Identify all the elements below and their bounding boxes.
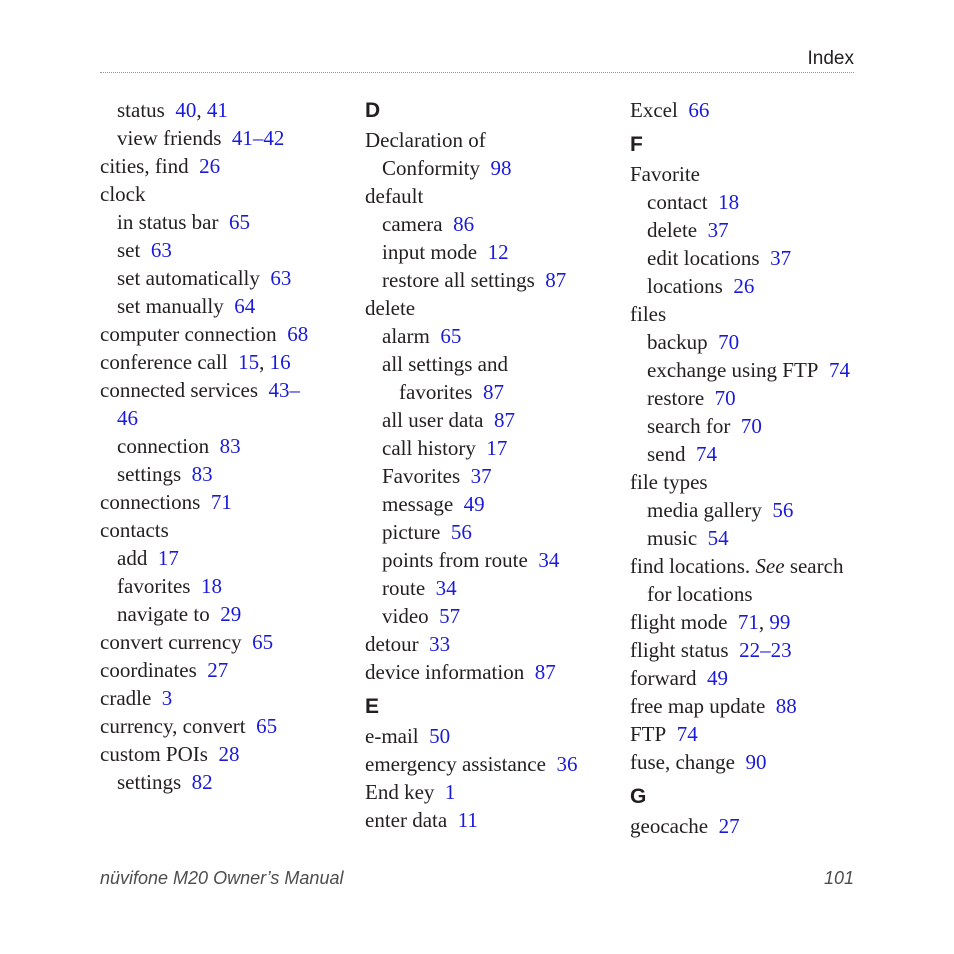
index-subentry (365, 574, 615, 602)
index-entry (100, 656, 350, 684)
entry-term: camera (382, 212, 443, 236)
entry-term: connected services (100, 378, 259, 402)
index-subentry (365, 210, 615, 238)
entry-term: file types (630, 470, 708, 494)
page-link[interactable]: 37 (707, 218, 729, 242)
index-entry (100, 376, 350, 404)
entry-term: geocache (630, 814, 709, 838)
entry-term: cities, find (100, 154, 189, 178)
index-subentry (630, 328, 880, 356)
entry-term: restore (647, 386, 705, 410)
page-link[interactable]: 70 (714, 386, 736, 410)
entry-term: edit locations (647, 246, 760, 270)
index-entry (630, 664, 880, 692)
index-subentry (365, 322, 615, 350)
page-link[interactable]: 64 (234, 294, 256, 318)
index-subentry (365, 378, 615, 406)
entry-term: view friends (117, 126, 222, 150)
entry-term: navigate to (117, 602, 210, 626)
page-link[interactable]: 87 (493, 408, 515, 432)
page-link[interactable]: 82 (191, 770, 213, 794)
entry-term: favorites (399, 380, 473, 404)
entry-term: status (117, 98, 165, 122)
index-subentry (630, 496, 880, 524)
page-link[interactable]: 87 (534, 660, 556, 684)
index-subentry (100, 124, 350, 152)
page-link[interactable]: 27 (718, 814, 740, 838)
entry-term: for locations (647, 582, 753, 606)
entry-term: call history (382, 436, 476, 460)
page-link[interactable]: 56 (772, 498, 794, 522)
page-link[interactable]: 66 (688, 98, 710, 122)
index-subentry (365, 154, 615, 182)
footer-page-number: 101 (823, 868, 854, 888)
entry-term: all settings and (382, 352, 508, 376)
page-link[interactable]: 87 (482, 380, 504, 404)
entry-term: Favorites (382, 464, 461, 488)
page-link[interactable]: 3 (161, 686, 173, 710)
page-link[interactable]: 71 (737, 610, 759, 634)
entry-term: restore all settings (382, 268, 535, 292)
index-subentry (100, 572, 350, 600)
entry-term: End key (365, 780, 435, 804)
index-entry (365, 182, 615, 210)
index-subentry (365, 602, 615, 630)
index-entry (365, 778, 615, 806)
entry-term: enter data (365, 808, 448, 832)
page-link[interactable]: 34 (538, 548, 560, 572)
index-subentry (100, 292, 350, 320)
page-link[interactable]: 1 (444, 780, 456, 804)
entry-term: free map update (630, 694, 766, 718)
index-entry (100, 180, 350, 208)
page-link[interactable]: 12 (487, 240, 509, 264)
page-link[interactable]: 27 (207, 658, 229, 682)
page-link[interactable]: 70 (718, 330, 740, 354)
index-letter-heading: F (630, 133, 643, 156)
page-link[interactable]: 26 (733, 274, 755, 298)
index-column-2 (365, 96, 615, 834)
index-entry (630, 812, 880, 840)
index-entry (100, 516, 350, 544)
index-entry (100, 684, 350, 712)
entry-term: convert currency (100, 630, 242, 654)
entry-term: set (117, 238, 141, 262)
page-link[interactable]: 37 (470, 464, 492, 488)
entry-term: search for (647, 414, 731, 438)
page-link[interactable]: 46 (117, 406, 138, 430)
entry-term: send (647, 442, 686, 466)
page-link[interactable]: 29 (220, 602, 242, 626)
entry-term: Favorite (630, 162, 700, 186)
index-subentry (100, 404, 350, 432)
index-subentry (365, 406, 615, 434)
page-link[interactable]: 99 (769, 610, 791, 634)
entry-term: files (630, 302, 667, 326)
entry-term: delete (365, 296, 416, 320)
index-subentry (630, 244, 880, 272)
page-link[interactable]: 63 (270, 266, 292, 290)
page-link[interactable]: 22–23 (739, 638, 792, 662)
index-subentry (365, 238, 615, 266)
entry-term: input mode (382, 240, 478, 264)
index-subentry (100, 208, 350, 236)
index-entry (630, 300, 880, 328)
page-link[interactable]: 37 (770, 246, 792, 270)
entry-term: contact (647, 190, 708, 214)
entry-term: custom POIs (100, 742, 208, 766)
index-entry (630, 692, 880, 720)
running-header: Index (807, 48, 854, 69)
entry-term: device information (365, 660, 525, 684)
index-entry: conference call 15, 16 (100, 350, 291, 374)
page-link[interactable]: 28 (218, 742, 240, 766)
page-link[interactable]: 83 (219, 434, 241, 458)
entry-term: connection (117, 434, 210, 458)
index-subentry (630, 216, 880, 244)
index-entry (630, 552, 880, 580)
index-subentry: status 40, 41 (117, 98, 228, 122)
entry-term: currency, convert (100, 714, 246, 738)
entry-term: set manually (117, 294, 224, 318)
page-link[interactable]: 11 (457, 808, 478, 832)
index-entry (365, 806, 615, 834)
page-link[interactable]: 43– (268, 378, 301, 402)
entry-term: Declaration of (365, 128, 486, 152)
entry-term: Conformity (382, 156, 480, 180)
index-entry (100, 488, 350, 516)
page-link[interactable]: 65 (256, 714, 278, 738)
entry-term: settings (117, 462, 182, 486)
page-link[interactable]: 87 (545, 268, 567, 292)
entry-term: delete (647, 218, 698, 242)
entry-term: computer connection (100, 322, 277, 346)
index-entry (365, 750, 615, 778)
index-entry (365, 630, 615, 658)
see-reference-target: search (784, 554, 844, 578)
index-subentry (365, 546, 615, 574)
entry-term: flight mode (630, 610, 728, 634)
page-link[interactable]: 33 (429, 632, 451, 656)
page-link[interactable]: 18 (718, 190, 740, 214)
index-entry (100, 740, 350, 768)
footer-manual-title: nüvifone M20 Owner’s Manual (100, 868, 344, 888)
index-subentry (630, 356, 880, 384)
page-link[interactable]: 65 (252, 630, 274, 654)
page-link[interactable]: 50 (429, 724, 451, 748)
page-link[interactable]: 56 (450, 520, 472, 544)
index-subentry (365, 266, 615, 294)
page-link[interactable]: 70 (740, 414, 762, 438)
index-subentry (630, 580, 880, 608)
page-link[interactable]: 74 (676, 722, 698, 746)
index-subentry (100, 600, 350, 628)
entry-term: detour (365, 632, 419, 656)
page-link[interactable]: 71 (210, 490, 232, 514)
index-subentry (630, 440, 880, 468)
entry-term: FTP (630, 722, 667, 746)
index-entry (100, 628, 350, 656)
index-letter-heading: E (365, 695, 380, 718)
index-subentry (365, 462, 615, 490)
entry-term: e-mail (365, 724, 419, 748)
entry-term: default (365, 184, 424, 208)
page-link[interactable]: 98 (490, 156, 512, 180)
entry-term: connections (100, 490, 201, 514)
index-entry (630, 636, 880, 664)
entry-term: contacts (100, 518, 169, 542)
page-link[interactable]: 16 (269, 350, 291, 374)
entry-term: locations (647, 274, 723, 298)
page-link[interactable]: 49 (706, 666, 728, 690)
page-link[interactable]: 15 (238, 350, 260, 374)
page-link[interactable]: 40 (175, 98, 197, 122)
entry-term: add (117, 546, 148, 570)
index-entry (630, 96, 880, 124)
page-link[interactable]: 34 (435, 576, 457, 600)
entry-term: music (647, 526, 698, 550)
index-subentry (100, 460, 350, 488)
entry-term: fuse, change (630, 750, 735, 774)
index-entry (365, 722, 615, 750)
entry-term: media gallery (647, 498, 762, 522)
index-subentry (630, 188, 880, 216)
page-link[interactable]: 74 (828, 358, 850, 382)
page-link[interactable]: 54 (707, 526, 729, 550)
entry-term: favorites (117, 574, 191, 598)
page-link[interactable]: 83 (191, 462, 213, 486)
entry-term: all user data (382, 408, 484, 432)
index-entry (365, 294, 615, 322)
see-reference-label: See (755, 554, 785, 578)
entry-term: clock (100, 182, 146, 206)
index-subentry (100, 264, 350, 292)
entry-term: Excel (630, 98, 678, 122)
entry-term: backup (647, 330, 708, 354)
page-link[interactable]: 65 (228, 210, 250, 234)
page-link[interactable]: 36 (556, 752, 578, 776)
index-subentry (365, 490, 615, 518)
index-subentry (365, 434, 615, 462)
index-subentry (630, 272, 880, 300)
page-link[interactable]: 74 (696, 442, 717, 466)
page-link[interactable]: 41 (206, 98, 228, 122)
index-entry (365, 126, 615, 154)
entry-term: flight status (630, 638, 729, 662)
index-entry (100, 320, 350, 348)
entry-term: message (382, 492, 454, 516)
index-subentry (100, 236, 350, 264)
entry-term: find locations. (630, 554, 756, 578)
entry-term: emergency assistance (365, 752, 546, 776)
index-entry (100, 712, 350, 740)
entry-term: alarm (382, 324, 430, 348)
index-column-1 (100, 96, 350, 796)
index-letter-heading: G (630, 785, 647, 808)
entry-term: forward (630, 666, 697, 690)
entry-term: route (382, 576, 426, 600)
index-entry: flight mode 71, 99 (630, 610, 791, 634)
index-subentry (100, 432, 350, 460)
index-subentry (100, 768, 350, 796)
index-entry (630, 160, 880, 188)
entry-term: exchange using FTP (647, 358, 819, 382)
entry-term: settings (117, 770, 182, 794)
page-link[interactable]: 86 (453, 212, 475, 236)
page-link[interactable]: 41–42 (231, 126, 285, 150)
page-link[interactable]: 63 (150, 238, 172, 262)
index-subentry (630, 412, 880, 440)
index-subentry (630, 384, 880, 412)
index-letter-heading: D (365, 99, 381, 122)
page-link[interactable]: 90 (745, 750, 767, 774)
page-link[interactable]: 65 (440, 324, 462, 348)
entry-term: cradle (100, 686, 152, 710)
entry-term: set automatically (117, 266, 260, 290)
index-column-3 (630, 96, 880, 840)
entry-term: conference call (100, 350, 228, 374)
page-link[interactable]: 68 (287, 322, 309, 346)
index-subentry (365, 350, 615, 378)
index-subentry (630, 524, 880, 552)
header-rule (100, 72, 854, 73)
page-link[interactable]: 88 (775, 694, 797, 718)
entry-term: in status bar (117, 210, 219, 234)
page-link[interactable]: 17 (157, 546, 179, 570)
index-entry (100, 152, 350, 180)
page-link[interactable]: 49 (463, 492, 485, 516)
page-link[interactable]: 17 (486, 436, 508, 460)
page-link[interactable]: 26 (199, 154, 221, 178)
page-link[interactable]: 57 (439, 604, 461, 628)
entry-term: coordinates (100, 658, 197, 682)
index-entry (365, 658, 615, 686)
index-entry (630, 748, 880, 776)
index-entry (630, 468, 880, 496)
page-link[interactable]: 18 (200, 574, 222, 598)
entry-term: points from route (382, 548, 528, 572)
index-subentry (100, 544, 350, 572)
index-subentry (365, 518, 615, 546)
entry-term: video (382, 604, 429, 628)
index-entry (630, 720, 880, 748)
entry-term: picture (382, 520, 441, 544)
